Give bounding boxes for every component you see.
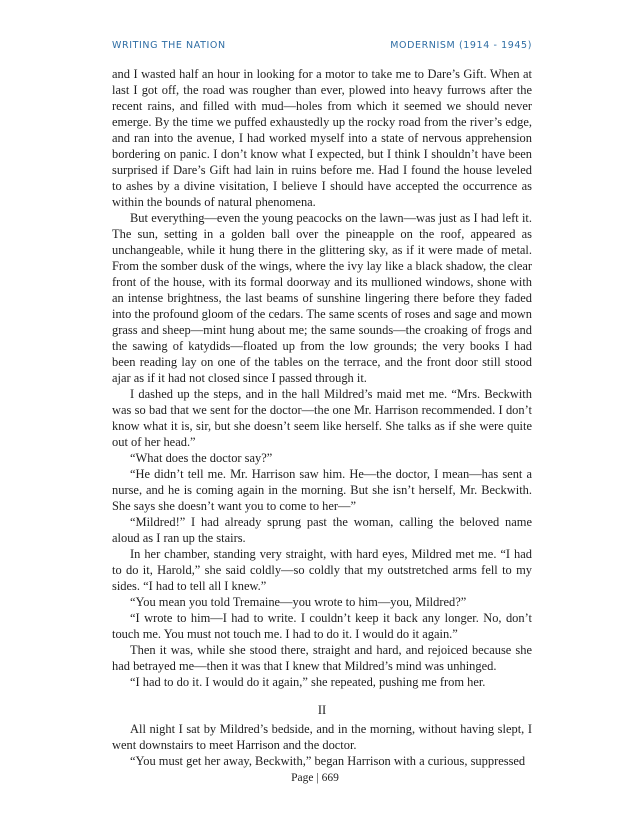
paragraph: “You must get her away, Beckwith,” began Harrison with a curious, suppressed	[130, 754, 526, 768]
paragraph: All night I sat by Mildred’s bedside, and in the morning, without having slept, I went downstairs to meet Harrison and the doctor.	[112, 722, 532, 752]
paragraph: “You mean you told Tremaine—you wrote to him—you, Mildred?”	[130, 595, 467, 609]
header-book-title: WRITING THE NATION	[112, 40, 226, 51]
header-section-title: MODERNISM (1914 - 1945)	[390, 40, 532, 51]
page-number: Page | 669	[291, 772, 339, 784]
paragraph: “He didn’t tell me. Mr. Harrison saw him. He—the doctor, I mean—has sent a nurse, and he is coming again in the morning. But she isn’t herself, Mr. Beckwith. She says she doesn’t want you to come to her—”	[112, 467, 532, 513]
paragraph: “I wrote to him—I had to write. I couldn’t keep it back any longer. No, don’t touch me. You must not touch me. I had to do it. I would do it again.”	[112, 611, 532, 641]
paragraph: In her chamber, standing very straight, with hard eyes, Mildred met me. “I had to do it, Harold,” she said coldly—so coldly that my outstretched arms fell to my sides. “I had to tell all I knew.”	[112, 547, 532, 593]
paragraph: I dashed up the steps, and in the hall Mildred’s maid met me. “Mrs. Beckwith was so bad that we sent for the doctor—the one Mr. Harrison recommended. I don’t know what it is, sir, but she doesn’t seem like herself. She talks as if she were quite out of her head.”	[112, 387, 532, 449]
paragraph: “I had to do it. I would do it again,” she repeated, pushing me from her.	[130, 675, 486, 689]
paragraph: and I wasted half an hour in looking for a motor to take me to Dare’s Gift. When at last I got off, the road was rougher than ever, plowed into heavy furrows after the recent rains, and filled with mud—holes from which it seemed we should never emerge. By the time we puffed exhaustedly up the rocky road from the river’s edge, and ran into the avenue, I had worked myself into a state of nervous apprehension bordering on panic. I don’t know what I expected, but I think I shouldn’t have been surprised if Dare’s Gift had lain in ruins before me. Had I found the house leveled to ashes by a divine visitation, I believe I should have accepted the occurrence as within the bounds of natural phenomena.	[112, 67, 532, 209]
paragraph: “What does the doctor say?”	[130, 451, 273, 465]
body-text	[112, 66, 532, 769]
paragraph: Then it was, while she stood there, straight and hard, and rejoiced because she had betrayed me—then it was that I knew that Mildred’s mind was unhinged.	[112, 643, 532, 673]
section-heading: II	[317, 703, 327, 717]
paragraph: “Mildred!” I had already sprung past the woman, calling the beloved name aloud as I ran up the stairs.	[112, 515, 532, 545]
paragraph: But everything—even the young peacocks on the lawn—was just as I had left it. The sun, setting in a golden ball over the pineapple on the roof, appeared as unchangeable, while it hung there in the glittering sky, as if it were made of metal. From the somber dusk of the wings, where the ivy lay like a black shadow, the clear front of the house, with its formal doorway and its mullioned windows, shone with an intense brightness, the last beams of sunshine lingering there before they faded into the profound gloom of the cedars. The same scents of roses and sage and mown grass and sheep—mint hung about me; the same sounds—the croaking of frogs and the sawing of katydids—floated up from the low grounds; the very books I had been reading lay on one of the tables on the terrace, and the front door still stood ajar as if it had not closed since I passed through it.	[112, 211, 532, 385]
